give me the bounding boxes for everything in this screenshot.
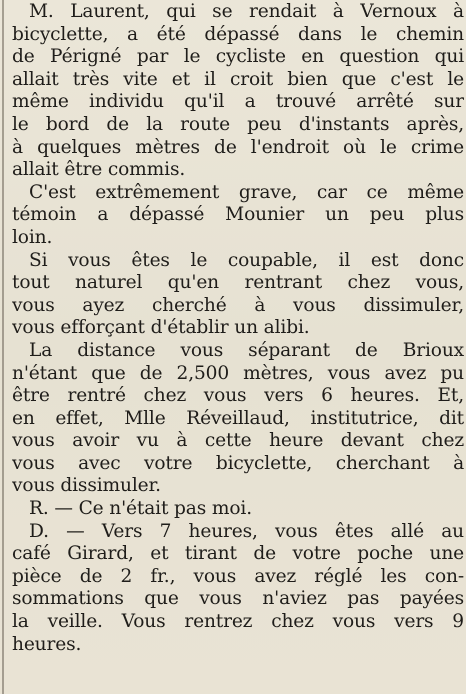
paragraph — [12, 182, 464, 250]
text-line: la veille. Vous rentrez chez vous vers 9 — [12, 611, 464, 633]
text-line: de Périgné par le cycliste en question qui — [12, 46, 464, 68]
column-rule — [2, 0, 4, 694]
text-line: allait être commis. — [12, 159, 186, 181]
text-line: R. — Ce n'était pas moi. — [29, 498, 252, 520]
text-line: tout naturel qu'en rentrant chez vous, — [12, 272, 464, 294]
paragraph — [12, 521, 464, 657]
text-line: pièce de 2 fr., vous avez réglé les con- — [12, 565, 464, 587]
text-line: café Girard, et tirant de votre poche une — [12, 543, 464, 565]
text-line: vous efforçant d'établir un alibi. — [12, 317, 310, 339]
text-line: en effet, Mlle Réveillaud, institutrice, dit — [12, 407, 464, 429]
article-column — [12, 1, 464, 656]
text-line: loin. — [12, 226, 53, 248]
text-line: n'étant que de 2,500 mètres, vous avez pu — [12, 362, 464, 384]
paragraph — [12, 1, 464, 182]
text-line: témoin a dépassé Mounier un peu plus — [12, 204, 464, 226]
text-line: vous avoir vu à cette heure devant chez — [12, 430, 464, 452]
text-line: D. — Vers 7 heures, vous êtes allé au — [29, 520, 464, 542]
text-line: vous ayez cherché à vous dissimuler, — [12, 294, 464, 316]
text-line: être rentré chez vous vers 6 heures. Et, — [12, 385, 464, 407]
text-line: vous dissimuler. — [12, 475, 161, 497]
text-line: vous avec votre bicyclette, cherchant à — [12, 452, 464, 474]
text-line: La distance vous séparant de Brioux — [29, 339, 464, 361]
text-line: sommations que vous n'aviez pas payées — [12, 588, 464, 610]
text-line: même individu qu'il a trouvé arrêté sur — [12, 91, 464, 113]
paragraph — [12, 498, 464, 521]
paragraph — [12, 250, 464, 340]
text-line: C'est extrêmement grave, car ce même — [29, 181, 464, 203]
text-line: bicyclette, a été dépassé dans le chemin — [12, 23, 464, 45]
text-line: Si vous êtes le coupable, il est donc — [29, 249, 464, 271]
text-line: à quelques mètres de l'endroit où le crime — [12, 136, 464, 158]
text-line: le bord de la route peu d'instants après, — [12, 113, 464, 135]
paragraph — [12, 340, 464, 498]
text-line: heures. — [12, 633, 82, 655]
text-line: allait très vite et il croit bien que c'est le — [12, 68, 464, 90]
text-line: M. Laurent, qui se rendait à Vernoux à — [29, 1, 464, 22]
